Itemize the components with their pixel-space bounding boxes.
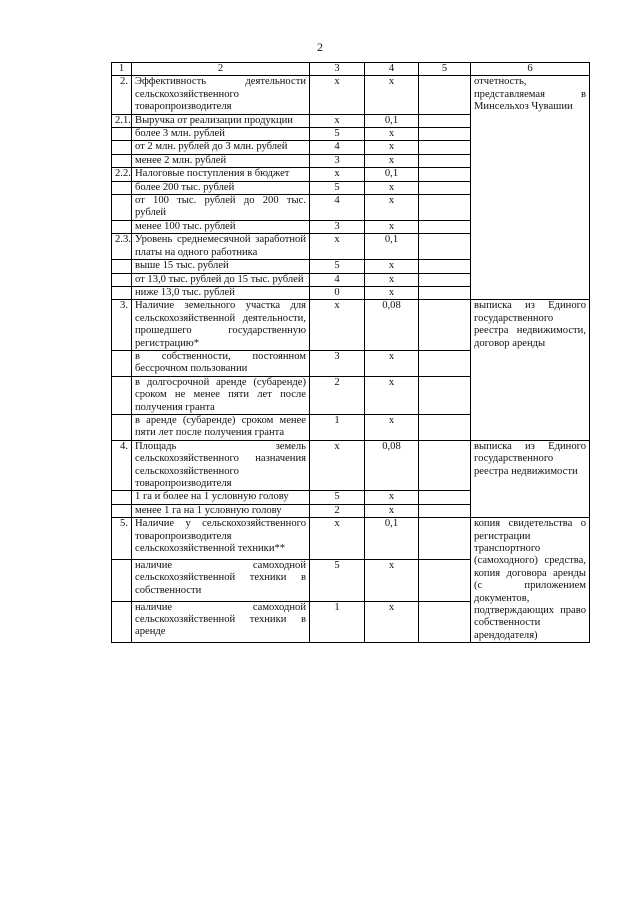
criterion-text: в долгосрочной аренде (субаренде) сроком не менее пяти лет после получения гранта <box>132 376 310 414</box>
criterion-text: в собственности, постоянном бессрочном пользовании <box>132 350 310 376</box>
row-number <box>112 220 132 233</box>
value-cell <box>419 220 471 233</box>
value-cell <box>419 76 471 114</box>
criterion-text: Наличие земельного участка для сельскохозяйственной деятельности, прошедшего государственную регистрацию* <box>132 300 310 351</box>
row-number <box>112 141 132 154</box>
score-cell: 1 <box>310 414 365 440</box>
criterion-text: выше 15 тыс. рублей <box>132 260 310 273</box>
criterion-text: более 3 млн. рублей <box>132 128 310 141</box>
score-cell: 5 <box>310 260 365 273</box>
row-number: 2.1. <box>112 114 132 127</box>
value-cell <box>419 114 471 127</box>
score-cell: 5 <box>310 491 365 504</box>
score-cell: 5 <box>310 559 365 601</box>
row-number <box>112 154 132 167</box>
criterion-text: Эффективность деятельности сельскохозяйственного товаропроизводителя <box>132 76 310 114</box>
score-cell: 3 <box>310 220 365 233</box>
criterion-text: менее 2 млн. рублей <box>132 154 310 167</box>
source-document-cell: выписка из Единого государственного реестра недвижимости <box>471 440 590 517</box>
weight-cell: x <box>365 559 419 601</box>
value-cell <box>419 300 471 351</box>
table-row <box>112 440 590 491</box>
row-number: 2.2. <box>112 168 132 181</box>
value-cell <box>419 168 471 181</box>
row-number <box>112 260 132 273</box>
value-cell <box>419 286 471 299</box>
value-cell <box>419 350 471 376</box>
weight-cell: x <box>365 414 419 440</box>
value-cell <box>419 601 471 643</box>
score-cell: 4 <box>310 273 365 286</box>
score-cell: x <box>310 300 365 351</box>
weight-cell: x <box>365 491 419 504</box>
column-number-header: 3 <box>310 63 365 76</box>
criterion-text: от 100 тыс. рублей до 200 тыс. рублей <box>132 195 310 221</box>
table-header-row <box>112 63 590 76</box>
weight-cell: 0,1 <box>365 234 419 260</box>
value-cell <box>419 128 471 141</box>
criterion-text: Наличие у сельскохозяйственного товаропроизводителя сельскохозяйственной техники** <box>132 518 310 560</box>
row-number <box>112 559 132 601</box>
criterion-text: от 2 млн. рублей до 3 млн. рублей <box>132 141 310 154</box>
value-cell <box>419 260 471 273</box>
value-cell <box>419 195 471 221</box>
score-cell: 1 <box>310 601 365 643</box>
row-number: 3. <box>112 300 132 351</box>
row-number: 4. <box>112 440 132 491</box>
row-number <box>112 286 132 299</box>
criterion-text: наличие самоходной сельскохозяйственной техники в аренде <box>132 601 310 643</box>
score-cell: x <box>310 168 365 181</box>
score-cell: x <box>310 114 365 127</box>
value-cell <box>419 273 471 286</box>
weight-cell: x <box>365 350 419 376</box>
weight-cell: 0,1 <box>365 168 419 181</box>
score-cell: 0 <box>310 286 365 299</box>
page-number: 2 <box>317 40 323 54</box>
weight-cell: x <box>365 601 419 643</box>
column-number-header: 5 <box>419 63 471 76</box>
score-cell: x <box>310 440 365 491</box>
value-cell <box>419 154 471 167</box>
row-number <box>112 181 132 194</box>
criterion-text: менее 100 тыс. рублей <box>132 220 310 233</box>
source-document-cell: копия свидетельства о регистрации транспортного (самоходного) средства, копия договора аренды (с приложением документов, подтверждающих право собственности арендодателя) <box>471 518 590 643</box>
value-cell <box>419 376 471 414</box>
criterion-text: ниже 13,0 тыс. рублей <box>132 286 310 299</box>
weight-cell: 0,1 <box>365 518 419 560</box>
score-cell: 5 <box>310 128 365 141</box>
criterion-text: менее 1 га на 1 условную голову <box>132 504 310 517</box>
weight-cell: x <box>365 154 419 167</box>
column-number-header: 1 <box>112 63 132 76</box>
criterion-text: Выручка от реализации продукции <box>132 114 310 127</box>
criterion-text: от 13,0 тыс. рублей до 15 тыс. рублей <box>132 273 310 286</box>
weight-cell: x <box>365 141 419 154</box>
weight-cell: x <box>365 376 419 414</box>
score-cell: 4 <box>310 141 365 154</box>
row-number <box>112 504 132 517</box>
weight-cell: x <box>365 286 419 299</box>
weight-cell: 0,08 <box>365 440 419 491</box>
score-cell: 3 <box>310 154 365 167</box>
row-number <box>112 491 132 504</box>
table-row <box>112 518 590 560</box>
source-document-cell: выписка из Единого государственного реестра недвижимости, договор аренды <box>471 300 590 440</box>
score-cell: x <box>310 518 365 560</box>
weight-cell: 0,1 <box>365 114 419 127</box>
score-cell: 2 <box>310 504 365 517</box>
column-number-header: 2 <box>132 63 310 76</box>
value-cell <box>419 504 471 517</box>
table-row <box>112 300 590 351</box>
value-cell <box>419 518 471 560</box>
score-cell: 4 <box>310 195 365 221</box>
row-number <box>112 350 132 376</box>
source-document-cell: отчетность, представляемая в Минсельхоз Чувашии <box>471 76 590 300</box>
criterion-text: 1 га и более на 1 условную голову <box>132 491 310 504</box>
weight-cell: 0,08 <box>365 300 419 351</box>
column-number-header: 4 <box>365 63 419 76</box>
score-cell: 3 <box>310 350 365 376</box>
criterion-text: наличие самоходной сельскохозяйственной техники в собственности <box>132 559 310 601</box>
value-cell <box>419 181 471 194</box>
value-cell <box>419 559 471 601</box>
criteria-table <box>111 62 590 643</box>
criterion-text: более 200 тыс. рублей <box>132 181 310 194</box>
row-number <box>112 601 132 643</box>
weight-cell: x <box>365 504 419 517</box>
weight-cell: x <box>365 128 419 141</box>
row-number: 2. <box>112 76 132 114</box>
score-cell: 5 <box>310 181 365 194</box>
row-number <box>112 376 132 414</box>
criterion-text: Площадь земель сельскохозяйственного назначения сельскохозяйственного товаропроизводителя <box>132 440 310 491</box>
score-cell: 2 <box>310 376 365 414</box>
column-number-header: 6 <box>471 63 590 76</box>
criterion-text: Налоговые поступления в бюджет <box>132 168 310 181</box>
criterion-text: Уровень среднемесячной заработной платы на одного работника <box>132 234 310 260</box>
table-row <box>112 76 590 114</box>
value-cell <box>419 234 471 260</box>
criterion-text: в аренде (субаренде) сроком менее пяти лет после получения гранта <box>132 414 310 440</box>
value-cell <box>419 440 471 491</box>
weight-cell: x <box>365 273 419 286</box>
row-number <box>112 128 132 141</box>
value-cell <box>419 414 471 440</box>
weight-cell: x <box>365 181 419 194</box>
row-number <box>112 273 132 286</box>
row-number: 5. <box>112 518 132 560</box>
weight-cell: x <box>365 76 419 114</box>
score-cell: x <box>310 76 365 114</box>
value-cell <box>419 491 471 504</box>
row-number <box>112 195 132 221</box>
row-number <box>112 414 132 440</box>
row-number: 2.3. <box>112 234 132 260</box>
weight-cell: x <box>365 195 419 221</box>
weight-cell: x <box>365 260 419 273</box>
value-cell <box>419 141 471 154</box>
score-cell: x <box>310 234 365 260</box>
weight-cell: x <box>365 220 419 233</box>
